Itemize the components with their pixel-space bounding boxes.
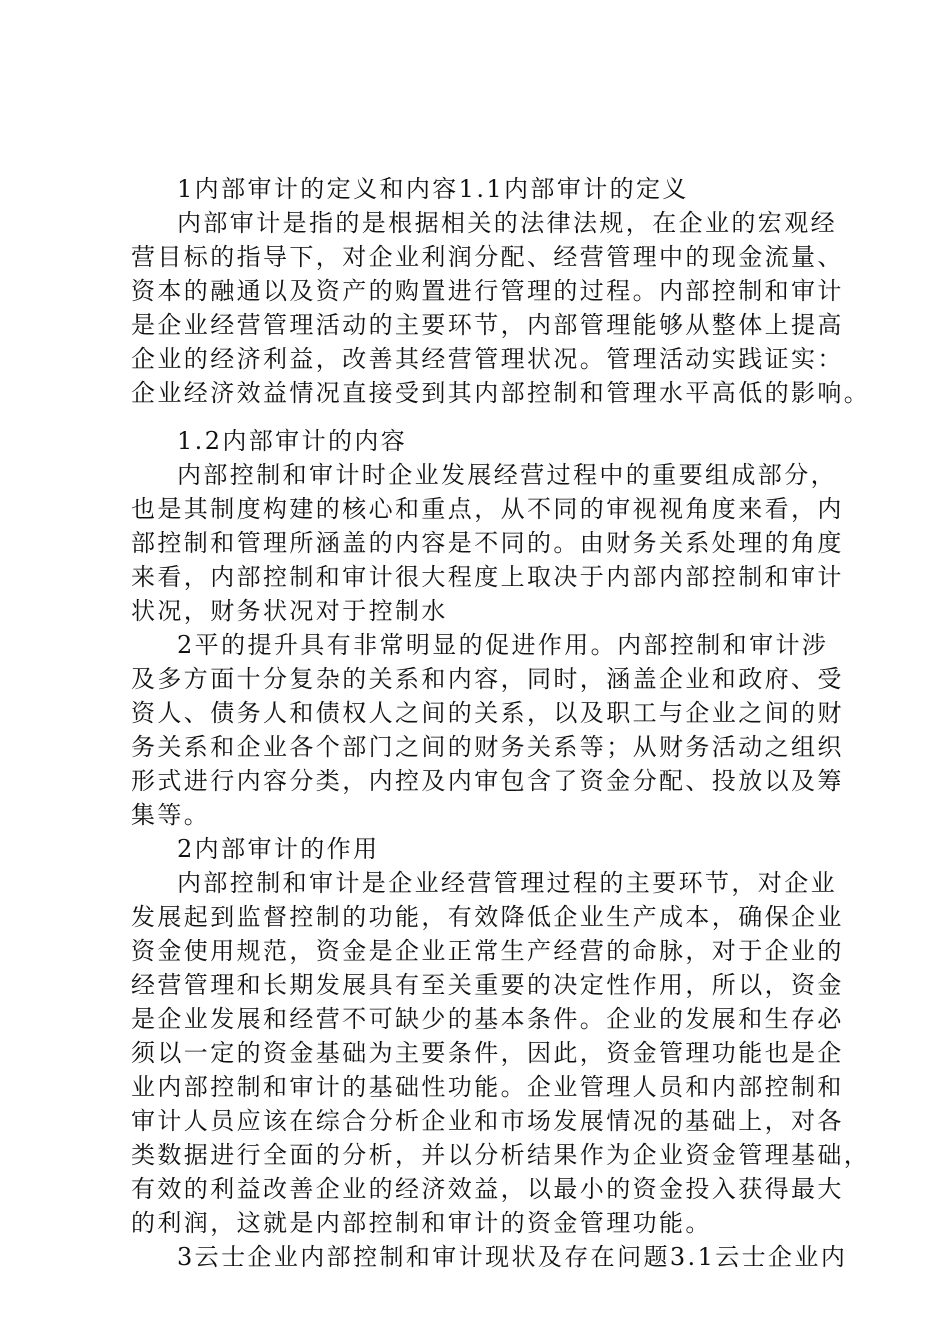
paragraph-line: 也是其制度构建的核心和重点，从不同的审视视角度来看，内	[131, 495, 844, 523]
paragraph-line: 企业的经济利益，改善其经营管理状况。管理活动实践证实：	[131, 345, 844, 373]
paragraph-line: 须以一定的资金基础为主要条件，因此，资金管理功能也是企	[131, 1039, 844, 1067]
paragraph-line: 资金使用规范，资金是企业正常生产经营的命脉，对于企业的	[131, 937, 844, 965]
paragraph-line: 业内部控制和审计的基础性功能。企业管理人员和内部控制和	[131, 1073, 844, 1101]
paragraph-line: 资人、债务人和债权人之间的关系，以及职工与企业之间的财	[131, 699, 844, 727]
paragraph-line: 部控制和管理所涵盖的内容是不同的。由财务关系处理的角度	[131, 529, 844, 557]
paragraph-line: 是企业发展和经营不可缺少的基本条件。企业的发展和生存必	[131, 1005, 844, 1033]
heading-section-1-2: 1.2内部审计的内容	[177, 427, 408, 455]
heading-section-1: 1内部审计的定义和内容1.1内部审计的定义	[177, 175, 689, 203]
paragraph-gap	[131, 410, 843, 424]
document-body	[131, 172, 871, 1274]
paragraph-line: 审计人员应该在综合分析企业和市场发展情况的基础上，对各	[131, 1107, 844, 1135]
paragraph-line: 内部控制和审计是企业经营管理过程的主要环节，对企业	[177, 869, 837, 897]
paragraph-line: 类数据进行全面的分析，并以分析结果作为企业资金管理基础，	[131, 1141, 871, 1169]
paragraph-line: 资本的融通以及资产的购置进行管理的过程。内部控制和审计	[131, 277, 844, 305]
paragraph-line: 形式进行内容分类，内控及内审包含了资金分配、投放以及筹	[131, 767, 844, 795]
paragraph-line: 2平的提升具有非常明显的促进作用。内部控制和审计涉	[177, 631, 829, 659]
paragraph-line: 是企业经营管理活动的主要环节，内部管理能够从整体上提高	[131, 311, 844, 339]
heading-section-2: 2内部审计的作用	[177, 835, 380, 863]
paragraph-line: 来看，内部控制和审计很大程度上取决于内部内部控制和审计	[131, 563, 844, 591]
paragraph-line: 经营管理和长期发展具有至关重要的决定性作用，所以，资金	[131, 971, 844, 999]
paragraph-line: 内部控制和审计时企业发展经营过程中的重要组成部分，	[177, 461, 837, 489]
paragraph-line: 及多方面十分复杂的关系和内容，同时，涵盖企业和政府、受	[131, 665, 844, 693]
paragraph-line: 营目标的指导下，对企业利润分配、经营管理中的现金流量、	[131, 243, 844, 271]
heading-section-3: 3云士企业内部控制和审计现状及存在问题3.1云士企业内	[177, 1243, 848, 1271]
paragraph-line: 企业经济效益情况直接受到其内部控制和管理水平高低的影响。	[131, 379, 871, 407]
paragraph-line: 集等。	[131, 801, 211, 829]
paragraph-line: 的利润，这就是内部控制和审计的资金管理功能。	[131, 1209, 712, 1237]
paragraph-line: 状况，财务状况对于控制水	[131, 597, 448, 625]
paragraph-line: 发展起到监督控制的功能，有效降低企业生产成本，确保企业	[131, 903, 844, 931]
paragraph-line: 有效的利益改善企业的经济效益，以最小的资金投入获得最大	[131, 1175, 844, 1203]
paragraph-line: 内部审计是指的是根据相关的法律法规，在企业的宏观经	[177, 209, 837, 237]
paragraph-line: 务关系和企业各个部门之间的财务关系等；从财务活动之组织	[131, 733, 844, 761]
